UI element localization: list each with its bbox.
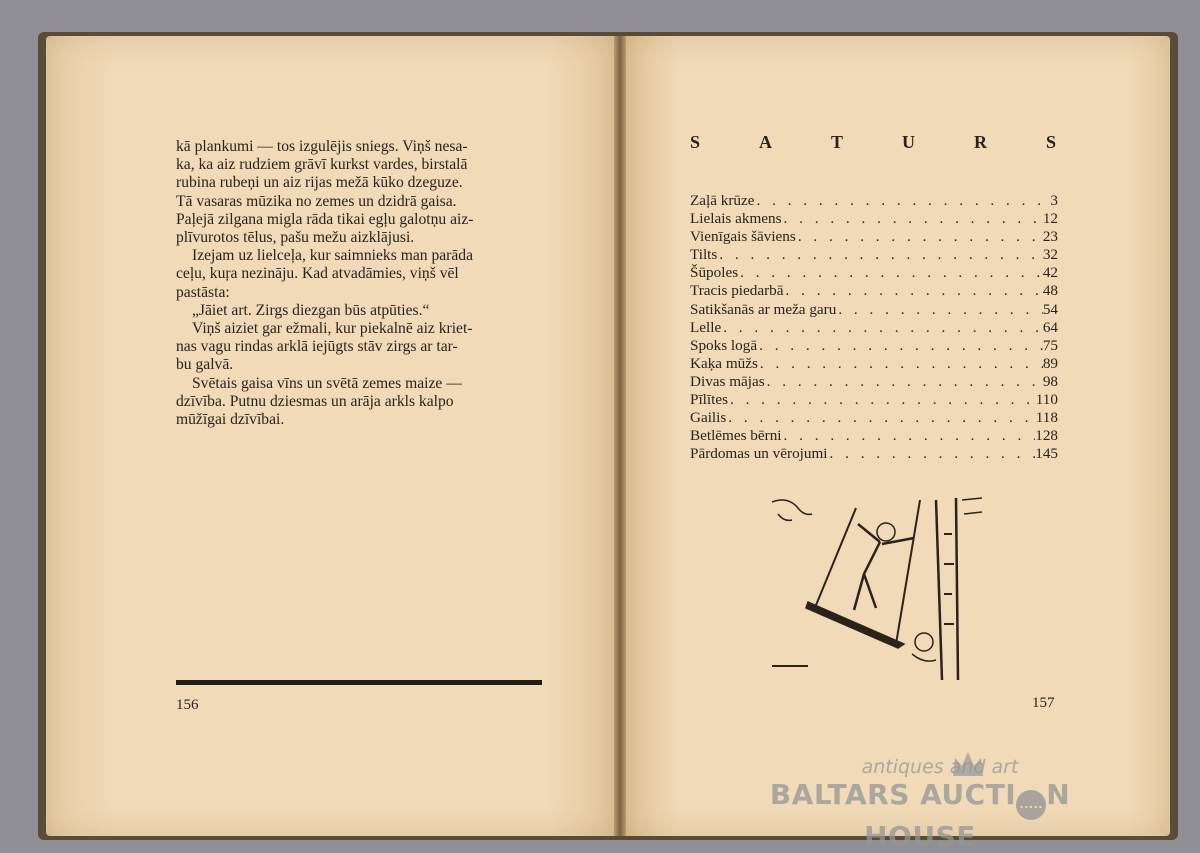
heading-letter: T — [830, 132, 843, 152]
end-rule — [176, 680, 542, 685]
toc-leader-dots — [828, 445, 1036, 463]
text-line: mūžīgai dzīvībai. — [176, 411, 285, 429]
toc-leader-dots — [782, 427, 1036, 445]
left-page-body-text — [176, 138, 546, 429]
toc-leader-dots — [757, 337, 1043, 355]
tree-bark-marks — [944, 534, 954, 624]
toc-page-number: 75 — [1042, 336, 1058, 354]
toc-entry — [690, 192, 1058, 210]
tree-branch-left — [772, 500, 812, 514]
watermark-name-start: BALTARS AUCTI — [769, 778, 1017, 811]
text-line: rubina rubeņi un aiz rijas mežā kūko dzeguze. — [176, 174, 463, 192]
heading-letter: R — [973, 132, 987, 152]
toc-title: Šūpoles — [690, 264, 739, 282]
toc-leader-dots — [784, 282, 1043, 300]
toc-leader-dots — [728, 391, 1036, 409]
text-line: Viņš aiziet gar ežmali, kur piekalnē aiz kriet- — [192, 320, 473, 338]
toc-leader-dots — [782, 210, 1043, 228]
tree-branch-right — [962, 498, 982, 514]
toc-title: Tilts — [690, 246, 718, 264]
heading-letter: S — [690, 132, 701, 152]
toc-entry — [690, 228, 1058, 246]
toc-page-number: 98 — [1042, 372, 1058, 390]
text-line: nas vagu rindas arklā iejūgts stāv zirgs ar tar- — [176, 338, 458, 356]
toc-entry — [690, 246, 1058, 264]
toc-entry — [690, 210, 1058, 228]
book-gutter — [614, 36, 626, 836]
text-line: dzīvība. Putnu dziesmas un arāja arkls kalpo — [176, 392, 454, 410]
toc-leader-dots — [836, 301, 1042, 319]
toc-leader-dots — [758, 355, 1043, 373]
toc-leader-dots — [721, 319, 1043, 337]
boy-body — [854, 524, 914, 610]
text-line: Izejam uz lielceļa, kur saimnieks man parāda — [192, 247, 473, 265]
toc-title: Gailis — [690, 409, 727, 427]
contents-heading — [690, 132, 1056, 153]
toc-page-number: 32 — [1042, 246, 1058, 264]
toc-page-number: 42 — [1042, 264, 1058, 282]
toc-title: Kaķa mūžs — [690, 354, 758, 372]
toc-title: Lielais akmens — [690, 210, 782, 228]
toc-entry — [690, 301, 1058, 319]
text-line: bu galvā. — [176, 356, 234, 374]
toc-entry — [690, 355, 1058, 373]
toc-entry — [690, 391, 1058, 409]
toc-entry — [690, 373, 1058, 391]
text-line: „Jāiet art. Zirgs diezgan būs atpūties.“ — [192, 301, 430, 319]
text-line: ceļu, kuŗa nezināju. Kad atvadāmies, viņš vēl — [176, 265, 459, 283]
toc-leader-dots — [765, 373, 1043, 391]
child-head — [915, 633, 933, 651]
swing-rope-right — [896, 500, 920, 644]
toc-title: Satikšanās ar meža garu — [690, 300, 837, 318]
toc-title: Zaļā krūze — [690, 192, 755, 209]
toc-entry — [690, 445, 1058, 463]
heading-letter: U — [901, 132, 915, 152]
toc-entry — [690, 264, 1058, 282]
toc-leader-dots — [726, 409, 1036, 427]
toc-page-number: 12 — [1042, 210, 1058, 228]
toc-leader-dots — [796, 228, 1043, 246]
table-of-contents — [690, 192, 1058, 463]
toc-page-number: 64 — [1042, 318, 1058, 336]
toc-page-number: 110 — [1035, 391, 1058, 409]
toc-entry — [690, 319, 1058, 337]
text-line: Tā vasaras mūzika no zemes un dzidrā gaisa. — [176, 192, 457, 210]
toc-title: Spoks logā — [690, 336, 758, 354]
watermark-name — [720, 778, 1120, 853]
toc-page-number: 48 — [1042, 282, 1058, 300]
foliage-left — [778, 514, 792, 520]
toc-title: Pārdomas un vērojumi — [690, 445, 828, 463]
toc-title: Tracis piedarbā — [690, 282, 784, 300]
toc-leader-dots — [738, 264, 1043, 282]
toc-entry — [690, 427, 1058, 445]
toc-page-number: 89 — [1042, 354, 1058, 372]
watermark-name-end: N HOUSE — [864, 778, 1071, 853]
text-line: plīvurotos tēlus, pašu mežu aizklājusi. — [176, 229, 415, 247]
toc-page-number: 145 — [1035, 445, 1058, 463]
toc-title: Divas mājas — [690, 372, 765, 390]
toc-title: Lelle — [690, 318, 722, 336]
tree-trunk — [936, 498, 958, 680]
toc-page-number: 128 — [1035, 427, 1058, 445]
toc-leader-dots — [717, 246, 1043, 264]
watermark-o-dots: ..... — [1016, 790, 1046, 820]
swing-rope-left — [814, 508, 856, 610]
toc-leader-dots — [755, 192, 1051, 210]
toc-title: Pīlītes — [690, 391, 728, 409]
heading-letter: A — [759, 132, 772, 152]
text-line: kā plankumi — tos izgulējis sniegs. Viņš nesa- — [176, 138, 468, 155]
right-page-number: 157 — [1032, 695, 1055, 711]
toc-entry — [690, 337, 1058, 355]
swing-drawing — [768, 494, 982, 680]
toc-page-number: 118 — [1035, 409, 1058, 427]
toc-page-number: 23 — [1042, 228, 1058, 246]
toc-entry — [690, 409, 1058, 427]
boy-head — [877, 523, 895, 541]
text-line: pastāsta: — [176, 283, 230, 301]
toc-title: Vienīgais šāviens — [690, 228, 796, 246]
toc-page-number: 54 — [1042, 300, 1058, 318]
toc-title: Betlēmes bērni — [690, 427, 782, 445]
text-line: Paļejā zilgana migla rāda tikai egļu galotņu aiz- — [176, 210, 474, 228]
text-line: Svētais gaisa vīns un svētā zemes maize — — [192, 374, 462, 392]
text-line: ka, ka aiz rudziem grāvī kurkst vardes, birstalā — [176, 156, 468, 174]
heading-letter: S — [1045, 132, 1056, 152]
toc-page-number: 3 — [1050, 192, 1058, 209]
left-page-number: 156 — [176, 697, 199, 713]
toc-entry — [690, 282, 1058, 300]
watermark-tagline: antiques and art — [861, 756, 1019, 778]
child-body — [912, 654, 936, 661]
watermark — [720, 756, 1120, 853]
